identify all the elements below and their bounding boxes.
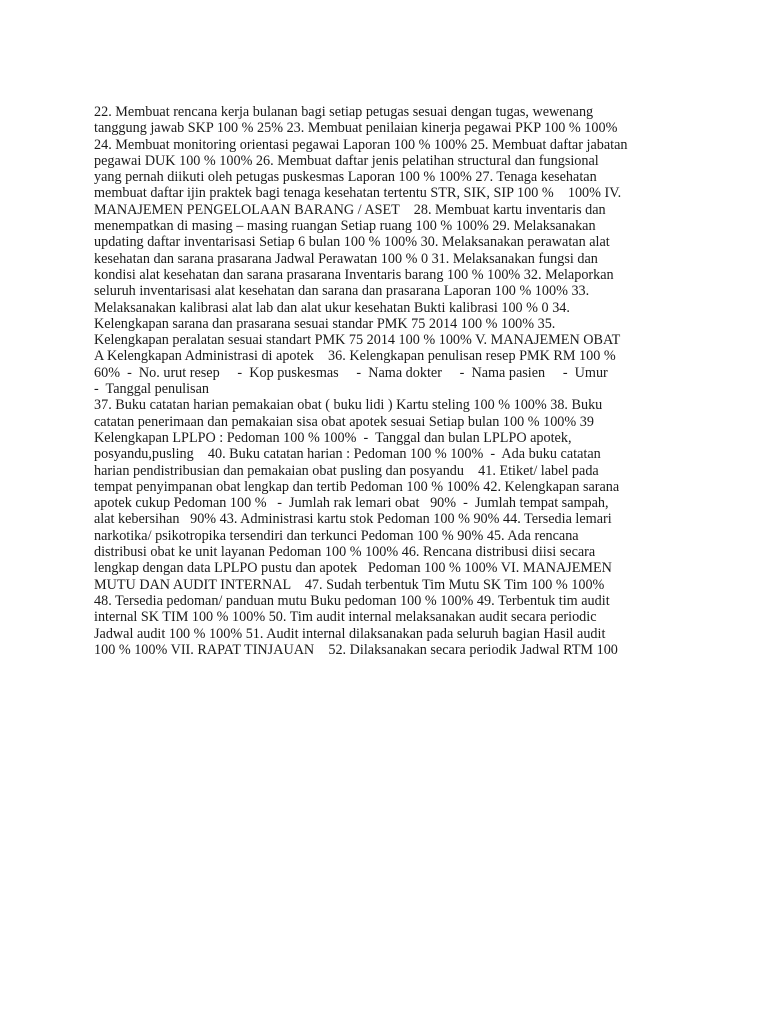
text-line: catatan penerimaan dan pemakaian sisa obat apotek sesuai Setiap bulan 100 % 100% 39 bbox=[94, 413, 594, 430]
text-line: kondisi alat kesehatan dan sarana prasarana Inventaris barang 100 % 100% 32. Melaporkan bbox=[94, 266, 614, 283]
text-line: Jadwal audit 100 % 100% 51. Audit internal dilaksanakan pada seluruh bagian Hasil audit bbox=[94, 625, 606, 642]
text-line: 48. Tersedia pedoman/ panduan mutu Buku pedoman 100 % 100% 49. Terbentuk tim audit bbox=[94, 592, 610, 609]
text-line: A Kelengkapan Administrasi di apotek 36. Kelengkapan penulisan resep PMK RM 100 % bbox=[94, 348, 616, 365]
text-line: Kelengkapan LPLPO : Pedoman 100 % 100% - Tanggal dan bulan LPLPO apotek, bbox=[94, 429, 572, 446]
text-line: updating daftar inventarisasi Setiap 6 bulan 100 % 100% 30. Melaksanakan perawatan alat bbox=[94, 234, 610, 251]
text-line: Melaksanakan kalibrasi alat lab dan alat ukur kesehatan Bukti kalibrasi 100 % 0 34. bbox=[94, 299, 570, 316]
text-line: seluruh inventarisasi alat kesehatan dan sarana dan prasarana Laporan 100 % 100% 33. bbox=[94, 283, 590, 300]
text-line: lengkap dengan data LPLPO pustu dan apotek Pedoman 100 % 100% VI. MANAJEMEN bbox=[94, 560, 612, 577]
text-line: Kelengkapan peralatan sesuai standart PMK 75 2014 100 % 100% V. MANAJEMEN OBAT bbox=[94, 332, 621, 349]
text-line: 24. Membuat monitoring orientasi pegawai Laporan 100 % 100% 25. Membuat daftar jabatan bbox=[94, 136, 628, 153]
document-body-text bbox=[94, 104, 684, 658]
text-line: 60% - No. urut resep - Kop puskesmas - Nama dokter - Nama pasien - Umur bbox=[94, 364, 608, 381]
text-line: harian pendistribusian dan pemakaian obat pusling dan posyandu 41. Etiket/ label pada bbox=[94, 462, 599, 479]
text-line: internal SK TIM 100 % 100% 50. Tim audit internal melaksanakan audit secara periodic bbox=[94, 609, 597, 626]
text-line: yang pernah diikuti oleh petugas puskesmas Laporan 100 % 100% 27. Tenaga kesehatan bbox=[94, 169, 597, 186]
text-line: menempatkan di masing – masing ruangan Setiap ruang 100 % 100% 29. Melaksanakan bbox=[94, 218, 596, 235]
text-line: alat kebersihan 90% 43. Administrasi kartu stok Pedoman 100 % 90% 44. Tersedia lemari bbox=[94, 511, 612, 528]
text-line: 100 % 100% VII. RAPAT TINJAUAN 52. Dilaksanakan secara periodik Jadwal RTM 100 bbox=[94, 641, 618, 658]
text-line: distribusi obat ke unit layanan Pedoman 100 % 100% 46. Rencana distribusi diisi secara bbox=[94, 544, 596, 561]
text-line: tempat penyimpanan obat lengkap dan tertib Pedoman 100 % 100% 42. Kelengkapan sarana bbox=[94, 478, 620, 495]
text-line: narkotika/ psikotropika tersendiri dan terkunci Pedoman 100 % 90% 45. Ada rencana bbox=[94, 527, 579, 544]
text-line: Kelengkapan sarana dan prasarana sesuai standar PMK 75 2014 100 % 100% 35. bbox=[94, 315, 556, 332]
text-line: apotek cukup Pedoman 100 % - Jumlah rak lemari obat 90% - Jumlah tempat sampah, bbox=[94, 495, 609, 512]
text-line: 22. Membuat rencana kerja bulanan bagi setiap petugas sesuai dengan tugas, wewenang bbox=[94, 104, 594, 120]
text-line: MANAJEMEN PENGELOLAAN BARANG / ASET 28. Membuat kartu inventaris dan bbox=[94, 201, 606, 218]
text-line: MUTU DAN AUDIT INTERNAL 47. Sudah terbentuk Tim Mutu SK Tim 100 % 100% bbox=[94, 576, 605, 593]
text-line: kesehatan dan sarana prasarana Jadwal Perawatan 100 % 0 31. Melaksanakan fungsi dan bbox=[94, 250, 598, 267]
text-line: pegawai DUK 100 % 100% 26. Membuat daftar jenis pelatihan structural dan fungsional bbox=[94, 152, 599, 169]
text-line: membuat daftar ijin praktek bagi tenaga kesehatan tertentu STR, SIK, SIP 100 % 100% IV. bbox=[94, 185, 622, 202]
text-line: 37. Buku catatan harian pemakaian obat ( buku lidi ) Kartu steling 100 % 100% 38. Buku bbox=[94, 397, 603, 414]
text-line: tanggung jawab SKP 100 % 25% 23. Membuat penilaian kinerja pegawai PKP 100 % 100% bbox=[94, 120, 618, 137]
text-line: posyandu,pusling 40. Buku catatan harian : Pedoman 100 % 100% - Ada buku catatan bbox=[94, 446, 601, 463]
text-line: - Tanggal penulisan bbox=[94, 381, 209, 398]
